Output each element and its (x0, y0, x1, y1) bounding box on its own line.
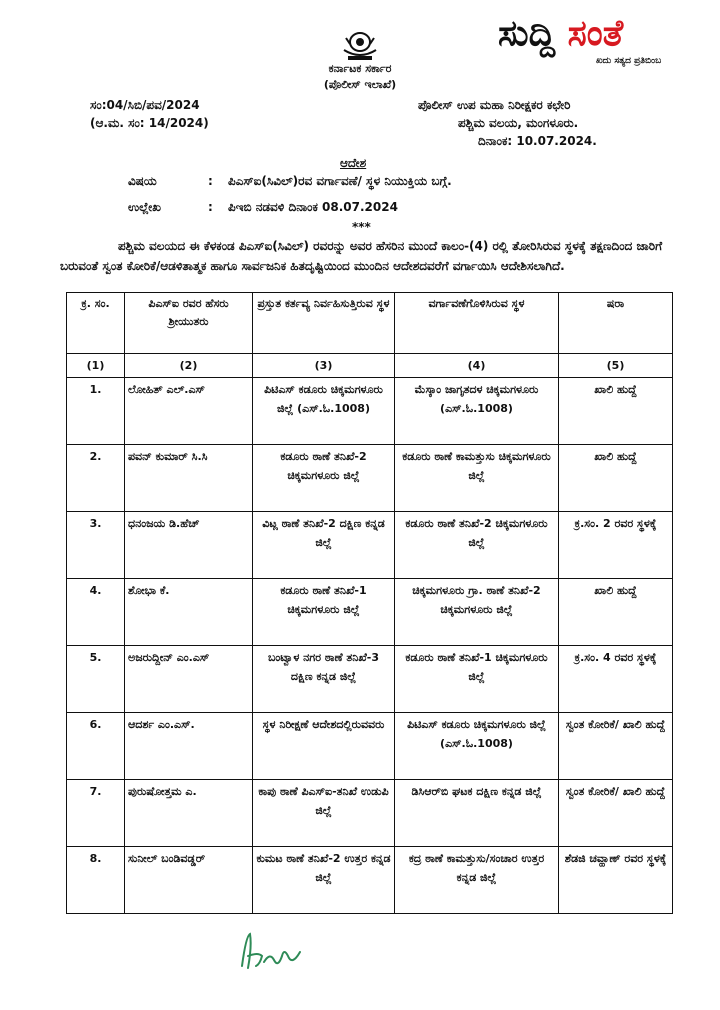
col-number: (4) (395, 354, 559, 378)
cell-remarks: ಖಾಲಿ ಹುದ್ದೆ (559, 378, 673, 445)
table-row (67, 378, 673, 445)
logo-word-1: ಸುದ್ದಿ (498, 13, 556, 54)
department-name: (ಪೊಲೀಸ್ ಇಲಾಖೆ) (323, 78, 397, 91)
cell-name: ಪುರುಷೋತ್ತಮ ಎ. (125, 780, 253, 847)
cell-sl-no: 5. (67, 646, 125, 713)
reference-colon: : (208, 200, 213, 214)
cell-name: ಅಜರುದ್ದೀನ್ ಎಂ.ಎಸ್ (125, 646, 253, 713)
table-row (67, 445, 673, 512)
cell-remarks: ಕ್ರ.ಸಂ. 4 ರವರ ಸ್ಥಳಕ್ಕೆ (559, 646, 673, 713)
cell-transfer-place: ಕದ್ರ ಠಾಣೆ ಕಾಮತ್ತುಸು/ಸಂಚಾರ ಉತ್ತರ ಕನ್ನಡ ಜಿಲ್ಲೆ (395, 847, 559, 914)
cell-name: ಪವನ್ ಕುಮಾರ್ ಸಿ.ಸಿ (125, 445, 253, 512)
cell-transfer-place: ಕಡೂರು ಠಾಣೆ ಕಾಮತ್ತುಸು ಚಿಕ್ಕಮಗಳೂರು ಜಿಲ್ಲೆ (395, 445, 559, 512)
table-row (67, 713, 673, 780)
cell-name: ಧನಂಜಯ ಡಿ.ಹೆಚ್ (125, 512, 253, 579)
reference-label: ಉಲ್ಲೇಖ (128, 200, 161, 214)
header-current-place: ಪ್ರಸ್ತುತ ಕರ್ತವ್ಯ ನಿರ್ವಹಿಸುತ್ತಿರುವ ಸ್ಥಳ (253, 293, 395, 354)
col-number: (2) (125, 354, 253, 378)
cell-current-place: ಸ್ಥಳ ನಿರೀಕ್ಷಣೆ ಆದೇಶದಲ್ಲಿರುವವರು (253, 713, 395, 780)
subject-text: ಪಿಎಸ್ಐ(ಸಿವಿಲ್)ರವ ವರ್ಗಾವಣೆ/ ಸ್ಥಳ ನಿಯುಕ್ತಿಯ ಬಗ್ಗೆ. (228, 174, 452, 188)
signature-icon (236, 926, 306, 976)
cell-transfer-place: ಡಿಸಿಆರ್‌ಬಿ ಘಟಕ ದಕ್ಷಿಣ ಕನ್ನಡ ಜಿಲ್ಲೆ (395, 780, 559, 847)
order-date: ದಿನಾಂಕ: 10.07.2024. (478, 134, 597, 148)
cell-sl-no: 1. (67, 378, 125, 445)
cell-current-place: ಕಾಪು ಠಾಣೆ ಪಿಎಸ್ಐ-ತನಿಖೆ ಉಡುಪಿ ಜಿಲ್ಲೆ (253, 780, 395, 847)
cell-transfer-place: ಕಡೂರು ಠಾಣೆ ತನಿಖೆ-2 ಚಿಕ್ಕಮಗಳೂರು ಜಿಲ್ಲೆ (395, 512, 559, 579)
reference-sub-number: (ಆ.ಮ. ಸಂ: 14/2024) (90, 116, 209, 130)
cell-sl-no: 2. (67, 445, 125, 512)
table-header-row (67, 293, 673, 354)
transfer-table (66, 292, 673, 914)
reference-number: ಸಂ:04/ಸಿಬಿ/ಪವ/2024 (90, 98, 200, 112)
cell-transfer-place: ಕಡೂರು ಠಾಣೆ ತನಿಖೆ-1 ಚಿಕ್ಕಮಗಳೂರು ಜಿಲ್ಲೆ (395, 646, 559, 713)
cell-name: ಲೋಹಿತ್ ಎಲ್.ಎಸ್ (125, 378, 253, 445)
separator-stars: *** (352, 220, 371, 234)
logo-tagline: ಖದು ಸತ್ಯದ ಪ್ರತಿಬಿಂಬ (596, 56, 662, 66)
order-title: ಆದೇಶ (340, 156, 367, 170)
cell-transfer-place: ಪಿಟಿಎಸ್ ಕಡೂರು ಚಿಕ್ಕಮಗಳೂರು ಜಿಲ್ಲೆ (ಎಸ್.ಓ.1008) (395, 713, 559, 780)
subject-label: ವಿಷಯ (128, 174, 157, 188)
cell-name: ಆದರ್ಶ ಎಂ.ಎಸ್. (125, 713, 253, 780)
cell-current-place: ಬಂಟ್ವಾಳ ನಗರ ಠಾಣೆ ತನಿಖೆ-3 ದಕ್ಷಿಣ ಕನ್ನಡ ಜಿಲ್ಲೆ (253, 646, 395, 713)
site-logo (498, 14, 714, 76)
cell-name: ಸುನೀಲ್ ಬಂಡಿವಡ್ಡರ್ (125, 847, 253, 914)
cell-remarks: ಕ್ರ.ಸಂ. 2 ರವರ ಸ್ಥಳಕ್ಕೆ (559, 512, 673, 579)
logo-wordmark (498, 14, 714, 54)
cell-current-place: ಪಿಟಿಎಸ್ ಕಡೂರು ಚಿಕ್ಕಮಗಳೂರು ಜಿಲ್ಲೆ (ಎಸ್.ಓ.1008) (253, 378, 395, 445)
cell-sl-no: 8. (67, 847, 125, 914)
cell-sl-no: 3. (67, 512, 125, 579)
cell-sl-no: 4. (67, 579, 125, 646)
cell-name: ಶೋಭಾ ಕೆ. (125, 579, 253, 646)
table-row (67, 646, 673, 713)
header-name: ಪಿಎಸ್ಐ ರವರ ಹೆಸರು ಶ್ರೀಯುತರು (125, 293, 253, 354)
cell-current-place: ಕಡೂರು ಠಾಣೆ ತನಿಖೆ-2 ಚಿಕ್ಕಮಗಳೂರು ಜಿಲ್ಲೆ (253, 445, 395, 512)
order-body: ಪಶ್ಚಿಮ ವಲಯದ ಈ ಕೆಳಕಂಡ ಪಿಎಸ್ಐ(ಸಿವಿಲ್) ರವರನ್ನು ಅವರ ಹೆಸರಿನ ಮುಂದೆ ಕಾಲಂ-(4) ರಲ್ಲಿ ತೋರಿಸಿರುವ ಸ್ಥಳಕ್ಕೆ ತಕ್ಷಣದಿಂದ ಜಾರಿಗೆ ಬರುವಂತೆ ಸ್ವಂತ ಕೋರಿಕೆ/ಆಡಳಿತಾತ್ಮಕ ಹಾಗೂ ಸಾರ್ವಜನಿಕ ಹಿತದೃಷ್ಟಿಯಿಂದ ಮುಂದಿನ ಆದೇಶದವರೆಗೆ ವರ್ಗಾಯಿಸಿ ಆದೇಶಿಸಲಾಗಿದೆ. (60, 239, 663, 273)
cell-remarks: ಖಾಲಿ ಹುದ್ದೆ (559, 445, 673, 512)
cell-transfer-place: ಮೆಸ್ಕಾಂ ಜಾಗೃತದಳ ಚಿಕ್ಕಮಗಳೂರು (ಎಸ್.ಓ.1008) (395, 378, 559, 445)
col-number: (1) (67, 354, 125, 378)
government-name: ಕರ್ನಾಟಕ ಸರ್ಕಾರ (328, 62, 392, 75)
state-emblem-icon (330, 30, 390, 64)
table-row (67, 780, 673, 847)
header-sl-no: ಕ್ರ. ಸಂ. (67, 293, 125, 354)
header-remarks: ಷರಾ (559, 293, 673, 354)
table-row (67, 579, 673, 646)
logo-word-2: ಸಂತೆ (567, 13, 624, 54)
cell-remarks: ಸ್ವಂತ ಕೋರಿಕೆ/ ಖಾಲಿ ಹುದ್ದೆ (559, 713, 673, 780)
cell-remarks: ಖಾಲಿ ಹುದ್ದೆ (559, 579, 673, 646)
cell-current-place: ಕುಮಟ ಠಾಣೆ ತನಿಖೆ-2 ಉತ್ತರ ಕನ್ನಡ ಜಿಲ್ಲೆ (253, 847, 395, 914)
cell-sl-no: 6. (67, 713, 125, 780)
cell-sl-no: 7. (67, 780, 125, 847)
table-row (67, 847, 673, 914)
cell-remarks: ಶೆಡಜಿ ಚವ್ಹಾಣ್ ರವರ ಸ್ಥಳಕ್ಕೆ (559, 847, 673, 914)
table-row (67, 512, 673, 579)
cell-transfer-place: ಚಿಕ್ಕಮಗಳೂರು ಗ್ರಾ. ಠಾಣೆ ತನಿಖೆ-2 ಚಿಕ್ಕಮಗಳೂರು ಜಿಲ್ಲೆ (395, 579, 559, 646)
cell-current-place: ವಿಟ್ಲ ಠಾಣೆ ತನಿಖೆ-2 ದಕ್ಷಿಣ ಕನ್ನಡ ಜಿಲ್ಲೆ (253, 512, 395, 579)
header-transfer-place: ವರ್ಗಾವಣೆಗೊಳಿಸಿರುವ ಸ್ಥಳ (395, 293, 559, 354)
subject-colon: : (208, 174, 213, 188)
cell-current-place: ಕಡೂರು ಠಾಣೆ ತನಿಖೆ-1 ಚಿಕ್ಕಮಗಳೂರು ಜಿಲ್ಲೆ (253, 579, 395, 646)
col-number: (5) (559, 354, 673, 378)
office-line-1: ಪೊಲೀಸ್ ಉಪ ಮಹಾ ನಿರೀಕ್ಷಕರ ಕಛೇರಿ (418, 98, 571, 112)
office-line-2: ಪಶ್ಚಿಮ ವಲಯ, ಮಂಗಳೂರು. (458, 116, 579, 130)
table-column-number-row (67, 354, 673, 378)
col-number: (3) (253, 354, 395, 378)
reference-text: ಪಿಇಬಿ ನಡವಳಿ ದಿನಾಂಕ 08.07.2024 (228, 200, 398, 214)
cell-remarks: ಸ್ವಂತ ಕೋರಿಕೆ/ ಖಾಲಿ ಹುದ್ದೆ (559, 780, 673, 847)
